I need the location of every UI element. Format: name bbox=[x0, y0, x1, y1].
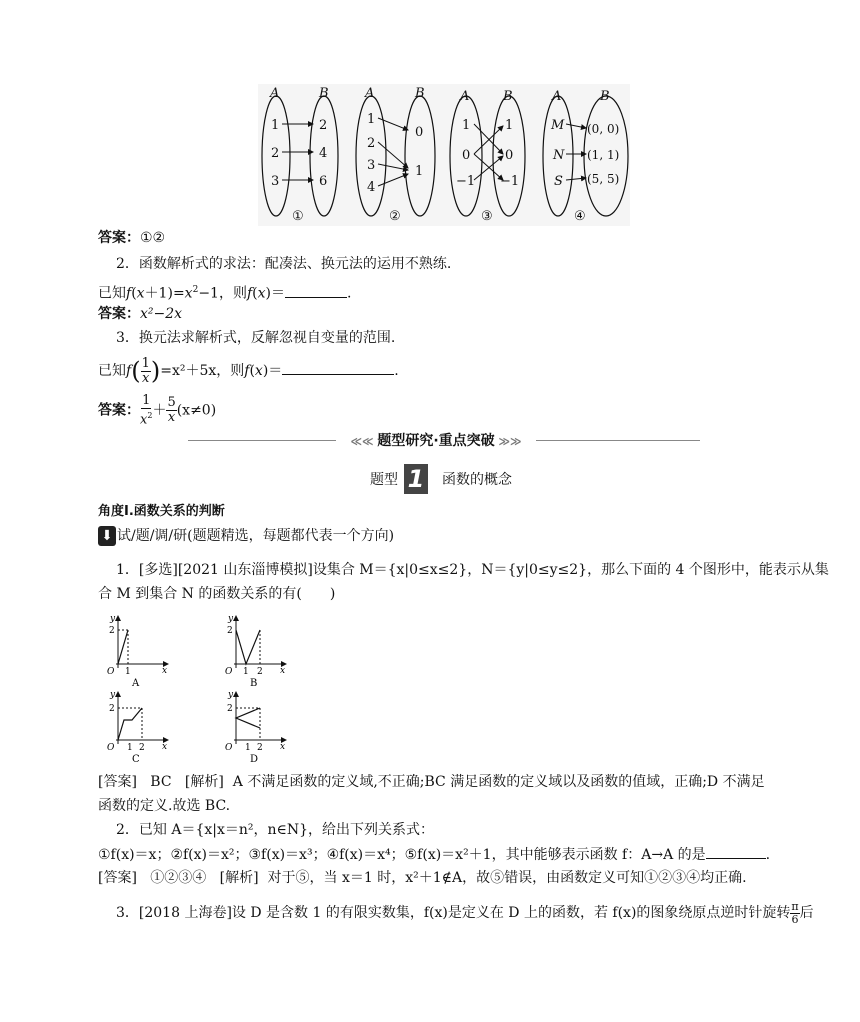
svg-text:2: 2 bbox=[139, 743, 145, 753]
svg-text:x: x bbox=[280, 742, 286, 752]
q2-line1: 2．已知 A＝{x|x＝n²，n∈N}，给出下列关系式： bbox=[116, 822, 435, 838]
q1-line1: 1．[多选][2021 山东淄博模拟]设集合 M＝{x|0≤x≤2}，N＝{y|0≤y≤2}，那么下面的 4 个图形中，能表示从集 bbox=[116, 562, 829, 578]
caption-1: ① bbox=[292, 209, 304, 224]
svg-text:x: x bbox=[162, 666, 168, 676]
d1-a-1: 2 bbox=[271, 146, 280, 161]
q3-line1: 3．[2018 上海卷]设 D 是含数 1 的有限实数集，f(x)是定义在 D 上的函数，若 f(x)的图象绕原点逆时针旋转 $\frac{\pi}{6}$ 后 bbox=[116, 899, 814, 926]
svg-text:0: 0 bbox=[462, 148, 471, 163]
svg-text:N: N bbox=[553, 148, 565, 163]
svg-text:0: 0 bbox=[415, 125, 424, 140]
svg-text:B: B bbox=[503, 89, 513, 104]
svg-text:A: A bbox=[460, 89, 470, 104]
svg-text:0: 0 bbox=[505, 148, 514, 163]
svg-text:1: 1 bbox=[367, 112, 376, 127]
item2-answer: 答案：x²−2x bbox=[98, 306, 183, 322]
item2-question: 已知$f(x+1)=x^2-1$，则f(x)＝ . bbox=[98, 280, 351, 304]
svg-text:B: B bbox=[415, 86, 425, 101]
svg-text:2: 2 bbox=[109, 626, 115, 636]
d1-b-0: 2 bbox=[319, 118, 328, 133]
svg-text:O: O bbox=[225, 667, 233, 677]
answer-1: 答案：①② bbox=[98, 230, 166, 246]
svg-text:O: O bbox=[225, 743, 233, 753]
svg-text:2: 2 bbox=[257, 667, 263, 677]
d1-a-0: 1 bbox=[271, 118, 280, 133]
svg-text:O: O bbox=[107, 743, 115, 753]
caption-2: ② bbox=[389, 209, 401, 224]
svg-text:1: 1 bbox=[245, 743, 251, 753]
svg-text:y: y bbox=[228, 614, 234, 624]
graph-d bbox=[220, 688, 290, 762]
q1-explanation-2: 函数的定义.故选 BC. bbox=[98, 798, 231, 814]
svg-text:1: 1 bbox=[125, 667, 131, 677]
mapping-diagrams bbox=[258, 84, 630, 226]
caption-3: ③ bbox=[481, 209, 493, 224]
svg-text:2: 2 bbox=[109, 704, 115, 714]
svg-text:1: 1 bbox=[415, 164, 424, 179]
q2-line2: ①f(x)＝x；②f(x)＝x²；③f(x)＝x³；④f(x)＝x⁴；⑤f(x)＝x²＋1，其中能够表示函数 f：A→A 的是 . bbox=[98, 844, 770, 865]
svg-text:x: x bbox=[280, 666, 286, 676]
svg-text:M: M bbox=[551, 118, 565, 133]
item3-answer: 答案： $\frac{1}{x^2}$ ＋ $\frac{5}{x}$ (x≠0) bbox=[98, 393, 217, 428]
item3-heading: 3．换元法求解析式，反解忽视自变量的范围. bbox=[116, 330, 396, 346]
graph-c bbox=[102, 688, 172, 762]
svg-text:2: 2 bbox=[257, 743, 263, 753]
svg-text:1: 1 bbox=[243, 667, 249, 677]
svg-text:2: 2 bbox=[227, 626, 233, 636]
svg-text:y: y bbox=[110, 690, 116, 700]
svg-text:D: D bbox=[250, 754, 259, 762]
item3-question: 已知f( $\frac{1}{x}$ )=x²＋5x，则f(x)＝ . bbox=[98, 355, 399, 386]
section-banner: ≪≪ 题型研究·重点突破 ≫≫ bbox=[336, 430, 536, 452]
svg-text:C: C bbox=[132, 754, 140, 762]
d1-b-2: 6 bbox=[319, 174, 328, 189]
svg-text:2: 2 bbox=[367, 136, 376, 151]
svg-text:A: A bbox=[365, 86, 375, 101]
graph-b bbox=[220, 612, 290, 686]
svg-text:B: B bbox=[250, 678, 258, 686]
svg-text:2: 2 bbox=[227, 704, 233, 714]
svg-text:4: 4 bbox=[367, 180, 376, 195]
svg-text:y: y bbox=[228, 690, 234, 700]
svg-text:1: 1 bbox=[462, 118, 471, 133]
caption-4: ④ bbox=[574, 209, 586, 224]
svg-text:1: 1 bbox=[505, 118, 514, 133]
svg-text:A: A bbox=[132, 678, 140, 686]
svg-text:3: 3 bbox=[367, 158, 376, 173]
set-a-label: A bbox=[270, 86, 280, 101]
svg-text:1: 1 bbox=[127, 743, 133, 753]
svg-text:y: y bbox=[110, 614, 116, 624]
svg-text:B: B bbox=[600, 89, 610, 104]
svg-text:x: x bbox=[162, 742, 168, 752]
practice-heading: ⬇ 试/题/调/研(题题精选，每题都代表一个方向) bbox=[98, 526, 394, 546]
arrow-down-icon: ⬇ bbox=[98, 526, 116, 546]
angle-heading: 角度Ⅰ.函数关系的判断 bbox=[98, 504, 225, 519]
topic-number-badge: 1 bbox=[404, 464, 428, 494]
set-b-label: B bbox=[319, 86, 329, 101]
q1-answer: [答案] BC [解析] A 不满足函数的定义域,不正确;BC 满足函数的定义域以及函数的值域，正确;D 不满足 bbox=[98, 774, 765, 790]
svg-text:S: S bbox=[554, 174, 563, 189]
svg-text:(0, 0): (0, 0) bbox=[587, 122, 620, 136]
svg-text:O: O bbox=[107, 667, 115, 677]
d1-b-1: 4 bbox=[319, 146, 328, 161]
svg-text:A: A bbox=[552, 89, 562, 104]
svg-text:(1, 1): (1, 1) bbox=[587, 148, 620, 162]
svg-text:(5, 5): (5, 5) bbox=[587, 172, 620, 186]
svg-text:−1: −1 bbox=[500, 174, 520, 189]
svg-text:−1: −1 bbox=[456, 174, 476, 189]
item2-heading: 2．函数解析式的求法：配凑法、换元法的运用不熟练. bbox=[116, 256, 452, 272]
q2-answer: [答案] ①②③④ [解析] 对于⑤，当 x＝1 时，x²＋1∉A，故⑤错误，由函数定义可知①②③④均正确. bbox=[98, 870, 747, 886]
topic-heading: 题型 1 函数的概念 bbox=[370, 465, 512, 493]
q1-line2: 合 M 到集合 N 的函数关系的有( ) bbox=[98, 586, 336, 602]
d1-a-2: 3 bbox=[271, 174, 280, 189]
graph-a bbox=[102, 612, 172, 686]
